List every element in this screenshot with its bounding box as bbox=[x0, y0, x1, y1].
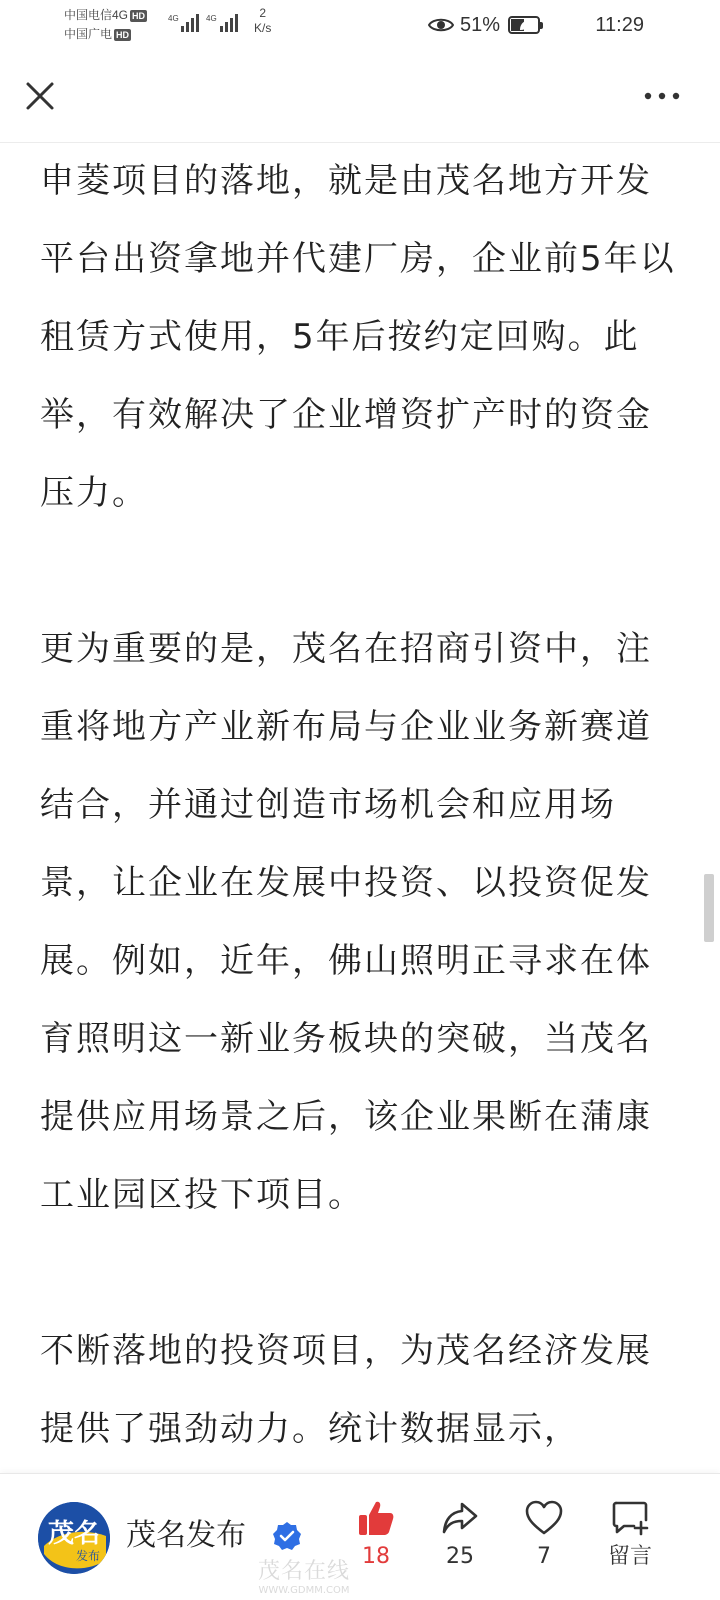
net-speed-unit: K/s bbox=[254, 21, 272, 35]
network-type-1: 4G bbox=[168, 14, 179, 23]
carrier-1-label: 中国电信4G bbox=[64, 8, 129, 22]
scrollbar-thumb[interactable] bbox=[704, 874, 714, 942]
heart-icon bbox=[524, 1498, 564, 1538]
status-clock: 11:29 bbox=[595, 14, 644, 36]
signal-bars-2-icon bbox=[206, 12, 244, 34]
verified-badge-icon bbox=[272, 1521, 302, 1551]
article-paragraph-3: 不断落地的投资项目，为茂名经济发展提供了强劲动力。统计数据显示， bbox=[40, 1331, 652, 1449]
status-right-group bbox=[428, 10, 544, 40]
site-watermark bbox=[258, 1554, 350, 1596]
bottom-action-bar bbox=[0, 1473, 720, 1600]
eye-icon bbox=[428, 16, 454, 34]
close-icon[interactable] bbox=[20, 76, 60, 116]
network-type-2: 4G bbox=[206, 14, 217, 23]
watermark-text: 茂名在线 bbox=[258, 1559, 351, 1584]
like-count: 18 bbox=[362, 1544, 390, 1569]
watermark-url: WWW.GDMM.COM bbox=[258, 1585, 350, 1596]
hd-badge-2: HD bbox=[116, 29, 130, 40]
thumbs-up-icon bbox=[356, 1498, 396, 1538]
article-paragraph-1: 申菱项目的落地，就是由茂名地方开发平台出资拿地并代建厂房，企业前5年以租赁方式使用，5年后按约定回购。此举，有效解决了企业增资扩产时的资金压力。 bbox=[40, 161, 676, 513]
svg-text:茂名: 茂名 bbox=[48, 1519, 101, 1549]
comment-add-icon bbox=[610, 1498, 650, 1538]
share-button[interactable] bbox=[420, 1498, 500, 1572]
article-body bbox=[40, 142, 680, 1468]
comment-button[interactable] bbox=[590, 1498, 670, 1572]
paragraph-spacer bbox=[40, 1234, 680, 1312]
comment-label: 留言 bbox=[607, 1544, 652, 1569]
net-speed bbox=[254, 6, 271, 36]
net-speed-value: 2 bbox=[259, 6, 267, 20]
more-icon[interactable] bbox=[640, 78, 684, 114]
top-bar bbox=[0, 52, 720, 143]
favorite-count: 7 bbox=[537, 1544, 551, 1569]
account-logo-icon bbox=[38, 1502, 110, 1574]
carrier-info bbox=[64, 6, 147, 44]
account-name[interactable]: 茂名发布 bbox=[126, 1518, 246, 1553]
carrier-2-label: 中国广电 bbox=[64, 27, 113, 41]
account-avatar[interactable] bbox=[38, 1502, 110, 1574]
share-arrow-icon bbox=[440, 1498, 480, 1538]
battery-percent: 51% bbox=[459, 13, 500, 36]
paragraph-spacer bbox=[40, 532, 680, 610]
battery-icon bbox=[508, 16, 540, 34]
hd-badge-1: HD bbox=[132, 10, 146, 21]
share-count: 25 bbox=[446, 1544, 474, 1569]
signal-bars-1-icon bbox=[168, 12, 204, 34]
article-paragraph-2: 更为重要的是，茂名在招商引资中，注重将地方产业新布局与企业业务新赛道结合，并通过创造市场机会和应用场景，让企业在发展中投资、以投资促发展。例如，近年，佛山照明正寻求在体育照明这一新业务板块的突破，当茂名提供应用场景之后，该企业果断在蒲康工业园区投下项目。 bbox=[40, 629, 652, 1215]
status-bar bbox=[0, 0, 720, 50]
leaf-icon bbox=[518, 19, 532, 31]
favorite-button[interactable] bbox=[504, 1498, 584, 1572]
svg-text:发布: 发布 bbox=[76, 1549, 101, 1563]
